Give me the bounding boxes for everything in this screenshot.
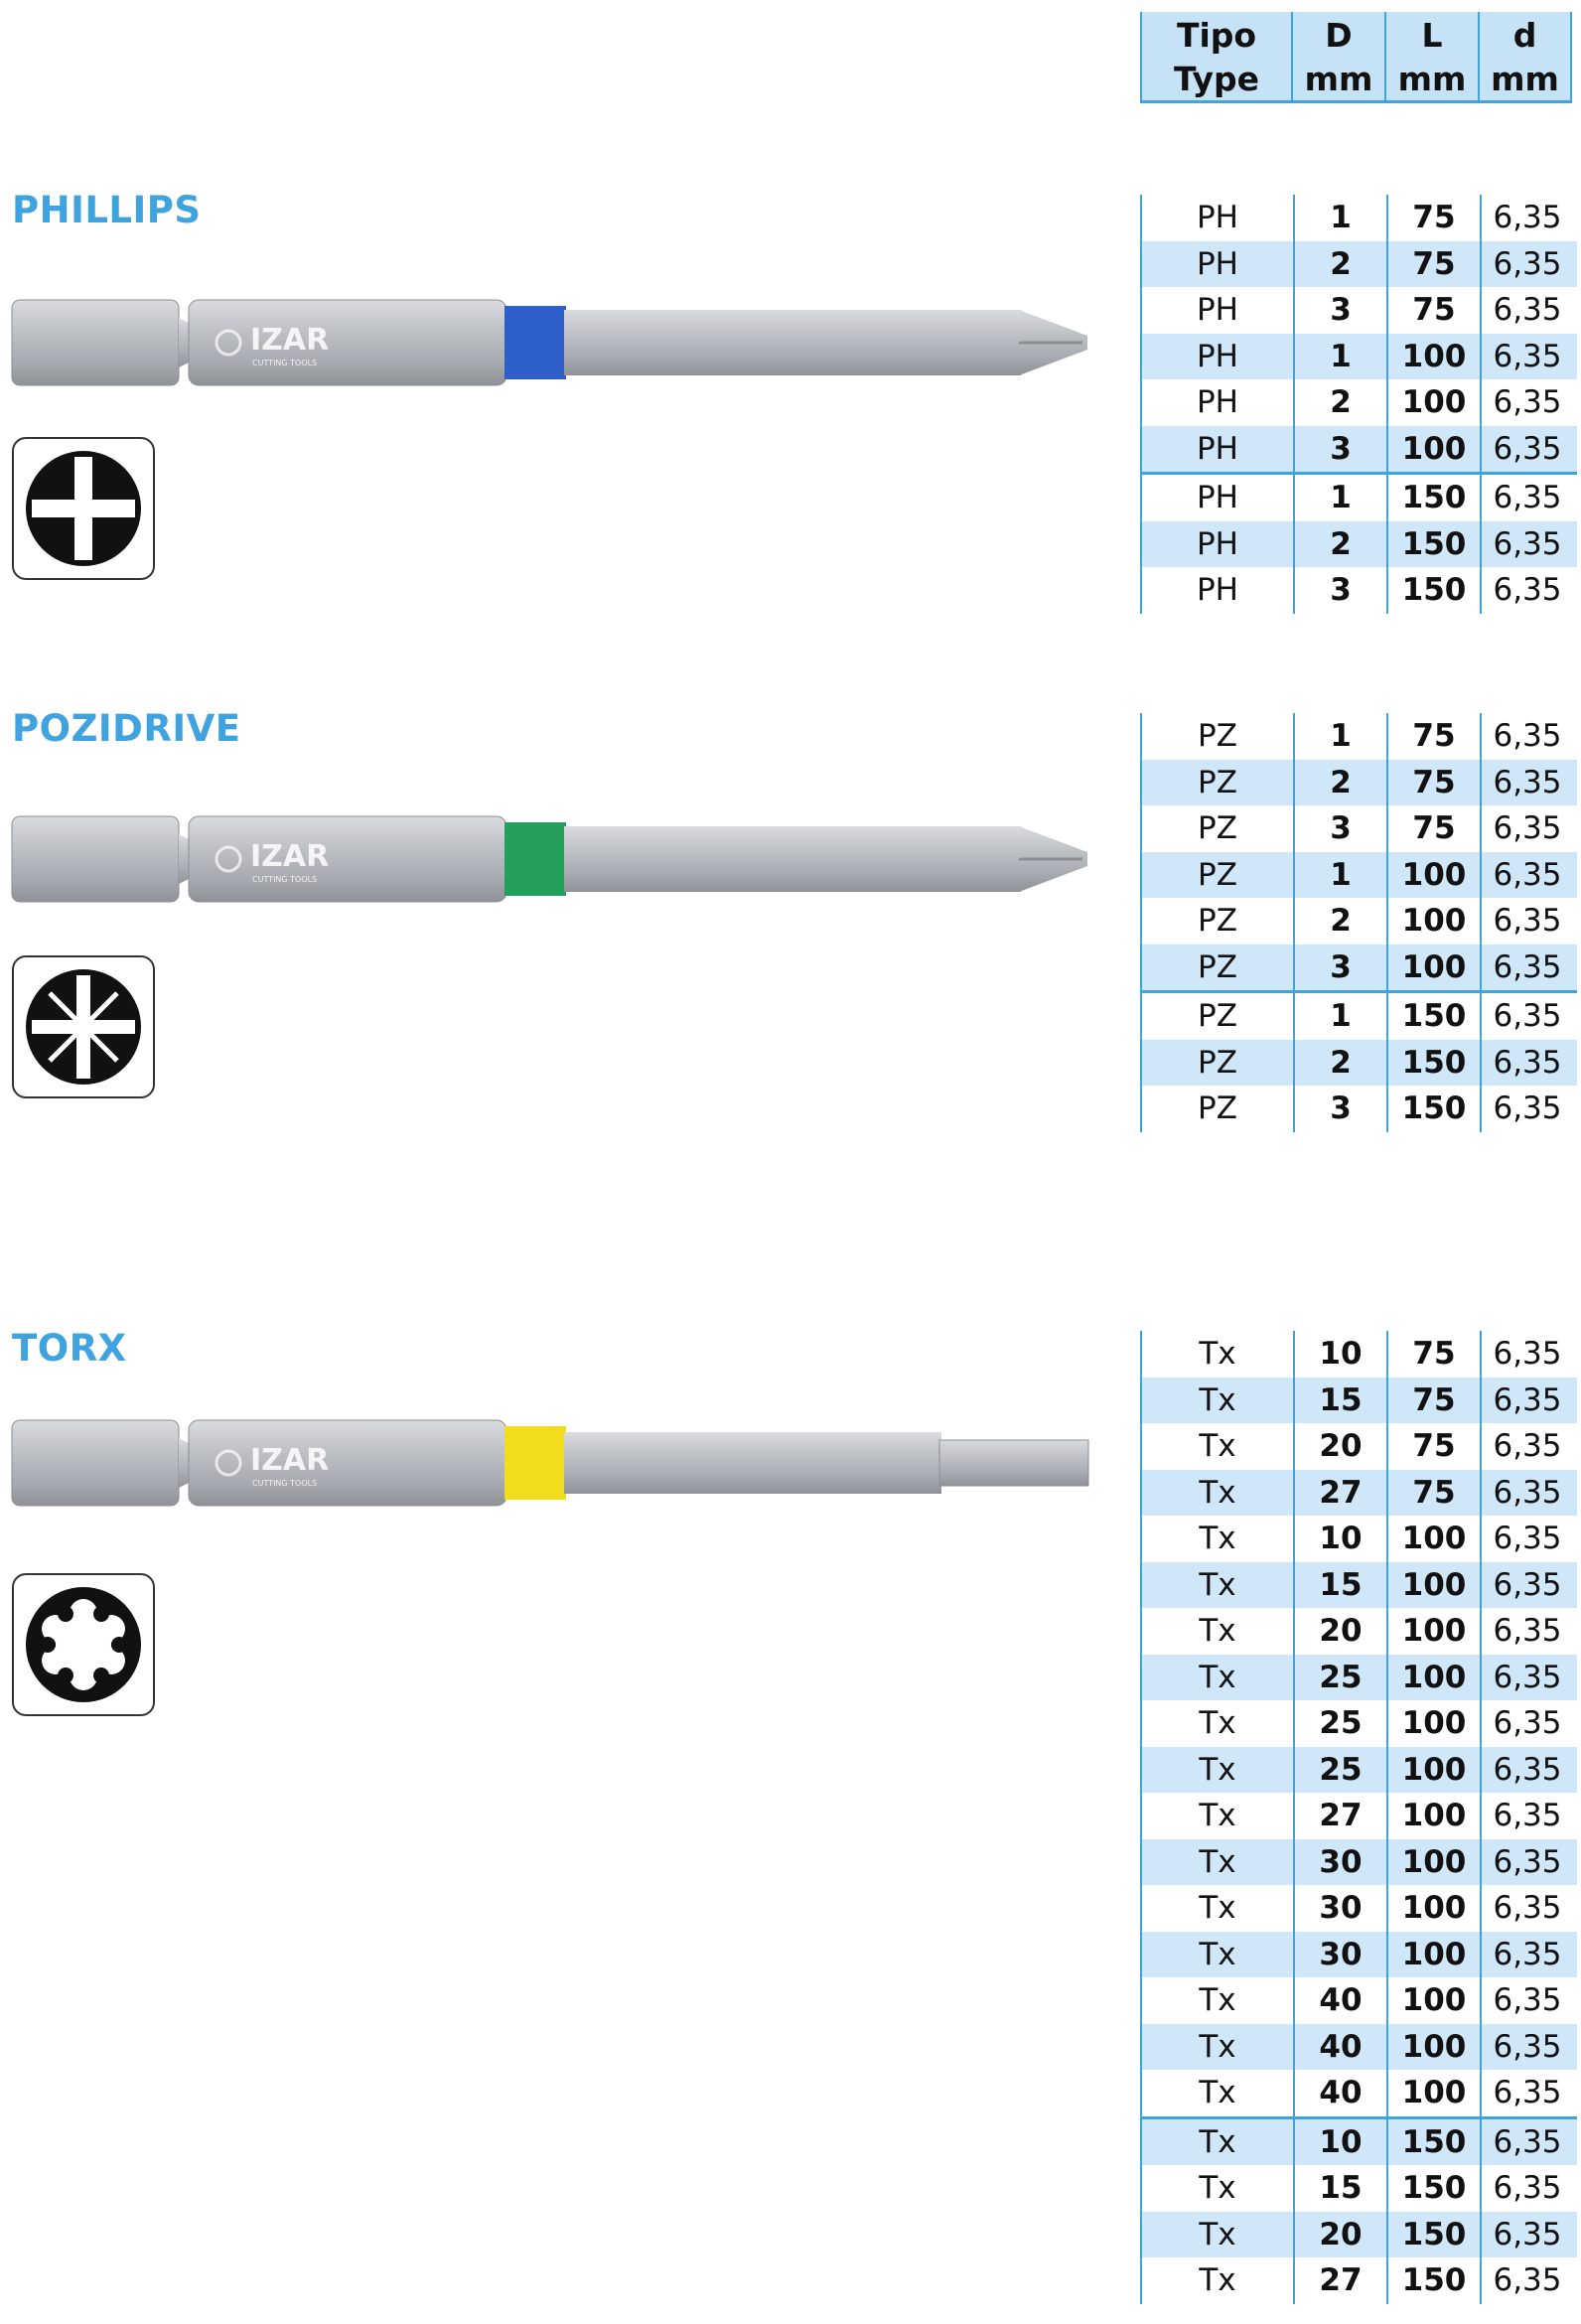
cell-L: 100	[1386, 2024, 1480, 2071]
cell-type: Tx	[1140, 1331, 1293, 1378]
cell-L: 100	[1386, 1885, 1480, 1932]
table-row	[1140, 1747, 1577, 1794]
cell-D: 2	[1293, 521, 1386, 568]
cell-d: 6,35	[1480, 287, 1573, 334]
cell-d: 6,35	[1480, 713, 1573, 760]
cell-type: Tx	[1140, 1839, 1293, 1886]
header-L	[1386, 12, 1480, 100]
cell-d: 6,35	[1480, 1655, 1573, 1701]
cell-d: 6,35	[1480, 1086, 1573, 1132]
table-row	[1140, 334, 1577, 380]
cell-L: 75	[1386, 1470, 1480, 1517]
cell-type: PH	[1140, 379, 1293, 426]
table-row	[1140, 195, 1577, 241]
cell-type: Tx	[1140, 2257, 1293, 2304]
cell-type: PZ	[1140, 898, 1293, 944]
cell-D: 25	[1293, 1655, 1386, 1701]
pozidrive-bit-image	[10, 804, 1092, 914]
cell-d: 6,35	[1480, 195, 1573, 241]
header-D	[1293, 12, 1386, 100]
pozidrive-drive-icon	[12, 955, 155, 1098]
cell-L: 75	[1386, 287, 1480, 334]
brand-logo-text: IZAR	[250, 323, 330, 358]
cell-type: PZ	[1140, 805, 1293, 852]
cell-d: 6,35	[1480, 1040, 1573, 1087]
cell-type: PZ	[1140, 852, 1293, 899]
cell-L: 75	[1386, 805, 1480, 852]
header-D-unit: mm	[1304, 60, 1373, 98]
brand-logo-sub: CUTTING TOOLS	[252, 1479, 318, 1488]
cell-L: 75	[1386, 195, 1480, 241]
cell-L: 75	[1386, 1331, 1480, 1378]
cell-d: 6,35	[1480, 567, 1573, 614]
cell-d: 6,35	[1480, 379, 1573, 426]
torx-drive-icon	[12, 1573, 155, 1716]
cell-D: 27	[1293, 1793, 1386, 1839]
table-row	[1140, 567, 1577, 614]
cell-L: 150	[1386, 2257, 1480, 2304]
cell-D: 1	[1293, 713, 1386, 760]
cell-d: 6,35	[1480, 521, 1573, 568]
cell-d: 6,35	[1480, 1562, 1573, 1609]
cell-type: PZ	[1140, 713, 1293, 760]
table-row	[1140, 2070, 1577, 2116]
cell-D: 20	[1293, 1423, 1386, 1470]
cell-d: 6,35	[1480, 760, 1573, 806]
cell-D: 2	[1293, 379, 1386, 426]
cell-D: 30	[1293, 1885, 1386, 1932]
cell-d: 6,35	[1480, 1977, 1573, 2024]
table-row	[1140, 472, 1577, 521]
table-row	[1140, 1793, 1577, 1839]
brand-logo-sub: CUTTING TOOLS	[252, 359, 318, 367]
table-row	[1140, 760, 1577, 806]
cell-d: 6,35	[1480, 1747, 1573, 1794]
cell-D: 20	[1293, 1608, 1386, 1655]
table-row	[1140, 1378, 1577, 1424]
cell-D: 3	[1293, 287, 1386, 334]
table-row	[1140, 990, 1577, 1040]
cell-D: 1	[1293, 334, 1386, 380]
cell-d: 6,35	[1480, 2119, 1573, 2166]
torx-color-band	[504, 1426, 566, 1500]
cell-D: 40	[1293, 1977, 1386, 2024]
cell-d: 6,35	[1480, 426, 1573, 473]
cell-D: 40	[1293, 2024, 1386, 2071]
cell-L: 100	[1386, 852, 1480, 899]
cell-L: 150	[1386, 521, 1480, 568]
table-row	[1140, 426, 1577, 473]
cell-D: 2	[1293, 898, 1386, 944]
cell-type: Tx	[1140, 1423, 1293, 1470]
table-row	[1140, 1608, 1577, 1655]
torx-table	[1140, 1331, 1577, 2304]
cell-d: 6,35	[1480, 944, 1573, 991]
table-row	[1140, 1977, 1577, 2024]
header-L-label: L	[1421, 16, 1443, 55]
cell-type: Tx	[1140, 1977, 1293, 2024]
pozidrive-color-band	[504, 822, 566, 896]
cell-d: 6,35	[1480, 1793, 1573, 1839]
cell-D: 15	[1293, 1378, 1386, 1424]
cell-D: 3	[1293, 1086, 1386, 1132]
table-header	[1140, 12, 1572, 103]
cell-L: 150	[1386, 2212, 1480, 2258]
table-row	[1140, 2116, 1577, 2166]
table-row	[1140, 521, 1577, 568]
cell-type: PH	[1140, 567, 1293, 614]
header-type	[1142, 12, 1293, 100]
cell-type: PH	[1140, 475, 1293, 521]
cell-type: PH	[1140, 287, 1293, 334]
cell-type: Tx	[1140, 1562, 1293, 1609]
cell-D: 3	[1293, 426, 1386, 473]
header-D-label: D	[1325, 16, 1353, 55]
cell-L: 75	[1386, 1378, 1480, 1424]
section-title-phillips: PHILLIPS	[12, 189, 202, 231]
cell-type: Tx	[1140, 1700, 1293, 1747]
cell-d: 6,35	[1480, 241, 1573, 288]
cell-L: 100	[1386, 1700, 1480, 1747]
cell-type: PH	[1140, 241, 1293, 288]
cell-L: 100	[1386, 944, 1480, 991]
cell-type: Tx	[1140, 1747, 1293, 1794]
section-title-torx: TORX	[12, 1327, 127, 1370]
cell-type: Tx	[1140, 1793, 1293, 1839]
cell-d: 6,35	[1480, 2024, 1573, 2071]
cell-L: 100	[1386, 379, 1480, 426]
cell-D: 20	[1293, 2212, 1386, 2258]
cell-type: PZ	[1140, 1086, 1293, 1132]
cell-L: 150	[1386, 2165, 1480, 2212]
cell-type: PZ	[1140, 760, 1293, 806]
cell-d: 6,35	[1480, 1932, 1573, 1978]
cell-d: 6,35	[1480, 805, 1573, 852]
phillips-color-band	[504, 306, 566, 379]
cell-L: 75	[1386, 241, 1480, 288]
table-row	[1140, 1516, 1577, 1562]
cell-L: 100	[1386, 898, 1480, 944]
cell-L: 100	[1386, 1932, 1480, 1978]
brand-logo-text: IZAR	[250, 839, 330, 874]
cell-type: Tx	[1140, 2024, 1293, 2071]
cell-d: 6,35	[1480, 1331, 1573, 1378]
cell-d: 6,35	[1480, 1423, 1573, 1470]
header-L-unit: mm	[1397, 60, 1467, 98]
brand-logo-sub: CUTTING TOOLS	[252, 875, 318, 884]
table-row	[1140, 1562, 1577, 1609]
pozidrive-table	[1140, 713, 1577, 1132]
cell-L: 150	[1386, 2119, 1480, 2166]
cell-D: 27	[1293, 1470, 1386, 1517]
cell-L: 100	[1386, 1793, 1480, 1839]
cell-d: 6,35	[1480, 1378, 1573, 1424]
section-title-pozidrive: POZIDRIVE	[12, 707, 241, 750]
cell-type: Tx	[1140, 1516, 1293, 1562]
cell-D: 1	[1293, 195, 1386, 241]
cell-type: PZ	[1140, 944, 1293, 991]
cell-D: 10	[1293, 2119, 1386, 2166]
table-row	[1140, 241, 1577, 288]
cell-d: 6,35	[1480, 1700, 1573, 1747]
cell-D: 25	[1293, 1747, 1386, 1794]
table-row	[1140, 2024, 1577, 2071]
table-row	[1140, 1086, 1577, 1132]
table-row	[1140, 898, 1577, 944]
table-row	[1140, 1470, 1577, 1517]
cell-L: 100	[1386, 1977, 1480, 2024]
header-d-label: d	[1512, 16, 1537, 55]
cell-type: PZ	[1140, 1040, 1293, 1087]
cell-type: Tx	[1140, 1655, 1293, 1701]
cell-L: 150	[1386, 1086, 1480, 1132]
cell-D: 30	[1293, 1839, 1386, 1886]
cell-type: PH	[1140, 521, 1293, 568]
cell-D: 3	[1293, 567, 1386, 614]
cell-L: 150	[1386, 1040, 1480, 1087]
cell-L: 75	[1386, 713, 1480, 760]
cell-L: 100	[1386, 1655, 1480, 1701]
table-row	[1140, 1885, 1577, 1932]
cell-L: 100	[1386, 1562, 1480, 1609]
cell-d: 6,35	[1480, 852, 1573, 899]
cell-D: 2	[1293, 1040, 1386, 1087]
table-row	[1140, 944, 1577, 991]
table-row	[1140, 1839, 1577, 1886]
table-row	[1140, 2212, 1577, 2258]
cell-type: Tx	[1140, 2212, 1293, 2258]
header-type-label: Type	[1173, 60, 1260, 98]
cell-D: 2	[1293, 760, 1386, 806]
cell-d: 6,35	[1480, 2070, 1573, 2116]
cell-d: 6,35	[1480, 2165, 1573, 2212]
cell-D: 3	[1293, 805, 1386, 852]
table-row	[1140, 1932, 1577, 1978]
phillips-bit-image	[10, 288, 1092, 397]
header-tipo-label: Tipo	[1176, 16, 1257, 55]
cell-d: 6,35	[1480, 898, 1573, 944]
cell-D: 1	[1293, 475, 1386, 521]
cell-L: 100	[1386, 426, 1480, 473]
cell-type: Tx	[1140, 2119, 1293, 2166]
cell-D: 15	[1293, 2165, 1386, 2212]
table-row	[1140, 2165, 1577, 2212]
cell-type: PH	[1140, 426, 1293, 473]
cell-type: Tx	[1140, 1378, 1293, 1424]
cell-L: 100	[1386, 1839, 1480, 1886]
cell-L: 100	[1386, 334, 1480, 380]
cell-L: 150	[1386, 475, 1480, 521]
cell-d: 6,35	[1480, 475, 1573, 521]
cell-L: 150	[1386, 567, 1480, 614]
cell-L: 100	[1386, 2070, 1480, 2116]
cell-D: 1	[1293, 993, 1386, 1040]
header-d	[1480, 12, 1570, 100]
cell-D: 27	[1293, 2257, 1386, 2304]
brand-logo-text: IZAR	[250, 1443, 330, 1478]
cell-D: 30	[1293, 1932, 1386, 1978]
table-row	[1140, 852, 1577, 899]
cell-type: Tx	[1140, 1608, 1293, 1655]
table-row	[1140, 713, 1577, 760]
cell-type: PH	[1140, 195, 1293, 241]
table-row	[1140, 1655, 1577, 1701]
cell-D: 2	[1293, 241, 1386, 288]
cell-d: 6,35	[1480, 1470, 1573, 1517]
cell-type: Tx	[1140, 1470, 1293, 1517]
cell-type: PZ	[1140, 993, 1293, 1040]
table-row	[1140, 379, 1577, 426]
cell-D: 10	[1293, 1331, 1386, 1378]
phillips-drive-icon	[12, 437, 155, 580]
cell-D: 3	[1293, 944, 1386, 991]
cell-d: 6,35	[1480, 1608, 1573, 1655]
cell-L: 75	[1386, 760, 1480, 806]
cell-type: Tx	[1140, 1885, 1293, 1932]
cell-d: 6,35	[1480, 1839, 1573, 1886]
table-row	[1140, 287, 1577, 334]
cell-d: 6,35	[1480, 2257, 1573, 2304]
cell-D: 10	[1293, 1516, 1386, 1562]
cell-d: 6,35	[1480, 2212, 1573, 2258]
cell-d: 6,35	[1480, 993, 1573, 1040]
cell-D: 40	[1293, 2070, 1386, 2116]
table-row	[1140, 1700, 1577, 1747]
cell-type: Tx	[1140, 1932, 1293, 1978]
cell-L: 100	[1386, 1608, 1480, 1655]
cell-type: Tx	[1140, 2165, 1293, 2212]
cell-d: 6,35	[1480, 334, 1573, 380]
header-d-unit: mm	[1491, 60, 1559, 98]
cell-type: PH	[1140, 334, 1293, 380]
cell-L: 100	[1386, 1747, 1480, 1794]
cell-d: 6,35	[1480, 1885, 1573, 1932]
table-row	[1140, 1331, 1577, 1378]
cell-L: 100	[1386, 1516, 1480, 1562]
torx-bit-image	[10, 1408, 1092, 1518]
cell-type: Tx	[1140, 2070, 1293, 2116]
table-row	[1140, 805, 1577, 852]
cell-D: 25	[1293, 1700, 1386, 1747]
cell-D: 15	[1293, 1562, 1386, 1609]
phillips-table	[1140, 195, 1577, 614]
table-row	[1140, 1040, 1577, 1087]
cell-D: 1	[1293, 852, 1386, 899]
cell-L: 75	[1386, 1423, 1480, 1470]
table-row	[1140, 2257, 1577, 2304]
cell-d: 6,35	[1480, 1516, 1573, 1562]
table-row	[1140, 1423, 1577, 1470]
cell-L: 150	[1386, 993, 1480, 1040]
